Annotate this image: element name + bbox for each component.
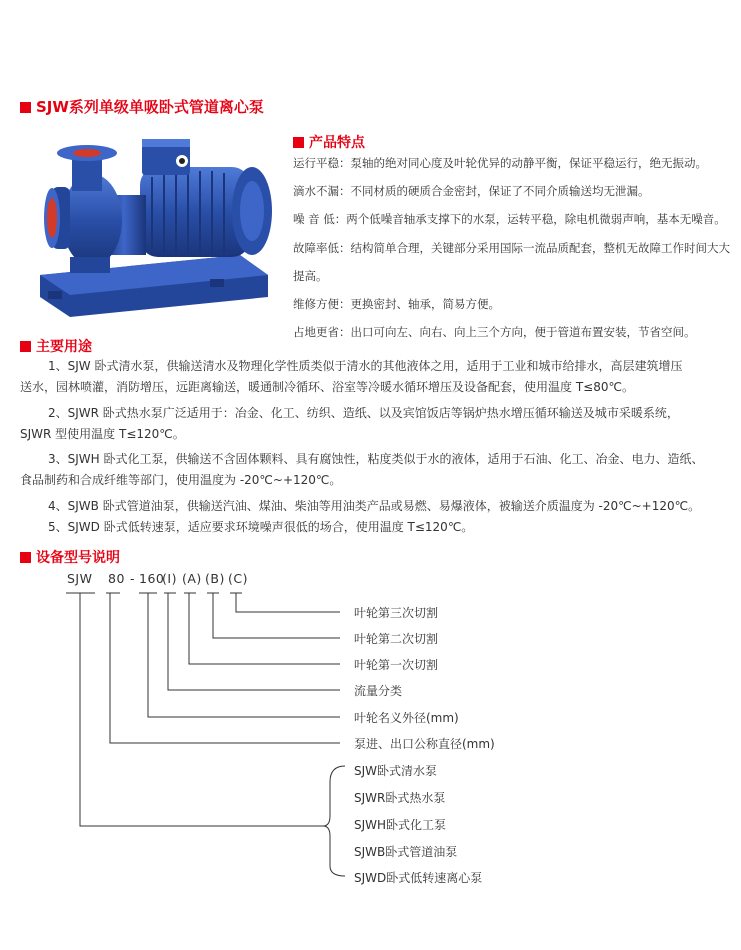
feature-item: 噪 音 低：两个低噪音轴承支撑下的水泵，运转平稳，除电机微弱声响，基本无噪音。 bbox=[293, 212, 726, 226]
red-square-icon bbox=[20, 341, 31, 352]
feature-item: 滴水不漏：不同材质的硬质合金密封，保证了不同介质输送均无泄漏。 bbox=[293, 184, 650, 198]
model-label: 叶轮名义外径(mm) bbox=[354, 711, 459, 725]
usage-line: 3、SJWH 卧式化工泵，供输送不含固体颗料、具有腐蚀性，粘度类似于水的液体，适用于石油、化工、冶金、电力、造纸、 bbox=[48, 452, 704, 466]
feature-item: 提高。 bbox=[293, 269, 328, 283]
pump-type-item: SJWB卧式管道油泵 bbox=[354, 845, 458, 859]
model-code-80: 80 bbox=[108, 571, 125, 586]
usage-line: SJWR 型使用温度 T≤120℃。 bbox=[20, 427, 185, 441]
feature-item: 维修方便：更换密封、轴承，简易方便。 bbox=[293, 297, 500, 311]
usage-line: 1、SJW 卧式清水泵，供输送清水及物理化学性质类似于清水的其他液体之用，适用于工业和城市给排水，高层建筑增压 bbox=[48, 359, 683, 373]
feature-item: 占地更省：出口可向左、向右、向上三个方向，便于管道布置安装，节省空间。 bbox=[293, 325, 696, 339]
page-title-block bbox=[20, 96, 264, 117]
usage-line: 2、SJWR 卧式热水泵广泛适用于：冶金、化工、纺织、造纸、以及宾馆饭店等锅炉热水增压循环输送及城市采暖系统， bbox=[48, 406, 679, 420]
features-heading-block bbox=[293, 132, 365, 152]
page-title: SJW系列单级单吸卧式管道离心泵 bbox=[36, 98, 264, 116]
model-code-sjw: SJW bbox=[67, 571, 93, 586]
usage-line: 5、SJWD 卧式低转速泵，适应要求环境噪声很低的场合，使用温度 T≤120℃。 bbox=[48, 520, 474, 534]
features-heading: 产品特点 bbox=[309, 135, 365, 151]
model-code-c: (C) bbox=[228, 571, 248, 586]
model-label: 泵进、出口公称直径(mm) bbox=[354, 737, 495, 751]
model-heading-block bbox=[20, 547, 120, 567]
model-heading: 设备型号说明 bbox=[36, 550, 120, 566]
model-label: 叶轮第二次切割 bbox=[354, 632, 439, 646]
pump-type-item: SJW卧式清水泵 bbox=[354, 764, 438, 778]
usage-heading: 主要用途 bbox=[36, 339, 92, 355]
red-square-icon bbox=[20, 552, 31, 563]
pump-type-item: SJWH卧式化工泵 bbox=[354, 818, 447, 832]
model-label: 叶轮第一次切割 bbox=[354, 658, 439, 672]
red-square-icon bbox=[293, 137, 304, 148]
usage-heading-block bbox=[20, 336, 92, 356]
model-label: 叶轮第三次切割 bbox=[354, 606, 439, 620]
usage-line: 4、SJWB 卧式管道油泵，供输送汽油、煤油、柴油等用油类产品或易燃、易爆液体，被输送介质温度为 -20℃~+120℃。 bbox=[48, 499, 701, 513]
usage-line: 送水，园林喷灌，消防增压，远距离输送，暖通制冷循环、浴室等冷暖水循环增压及设备配套，使用温度 T≤80℃。 bbox=[20, 380, 634, 394]
feature-item: 运行平稳：泵轴的绝对同心度及叶轮优异的动静平衡，保证平稳运行，绝无振动。 bbox=[293, 156, 707, 170]
pump-image bbox=[30, 125, 280, 320]
model-code-dash: - bbox=[130, 571, 136, 586]
pump-type-item: SJWD卧式低转速离心泵 bbox=[354, 871, 483, 885]
model-label: 流量分类 bbox=[354, 684, 403, 698]
pump-type-item: SJWR卧式热水泵 bbox=[354, 791, 446, 805]
model-code-i: (I) bbox=[162, 571, 177, 586]
model-code-b: (B) bbox=[205, 571, 225, 586]
red-square-icon bbox=[20, 102, 31, 113]
feature-item: 故障率低：结构简单合理，关键部分采用国际一流品质配套，整机无故障工作时间大大 bbox=[293, 241, 730, 255]
usage-line: 食品制药和合成纤维等部门，使用温度为 -20℃~+120℃。 bbox=[20, 473, 342, 487]
model-code-a: (A) bbox=[182, 571, 202, 586]
model-code-160: 160 bbox=[139, 571, 165, 586]
